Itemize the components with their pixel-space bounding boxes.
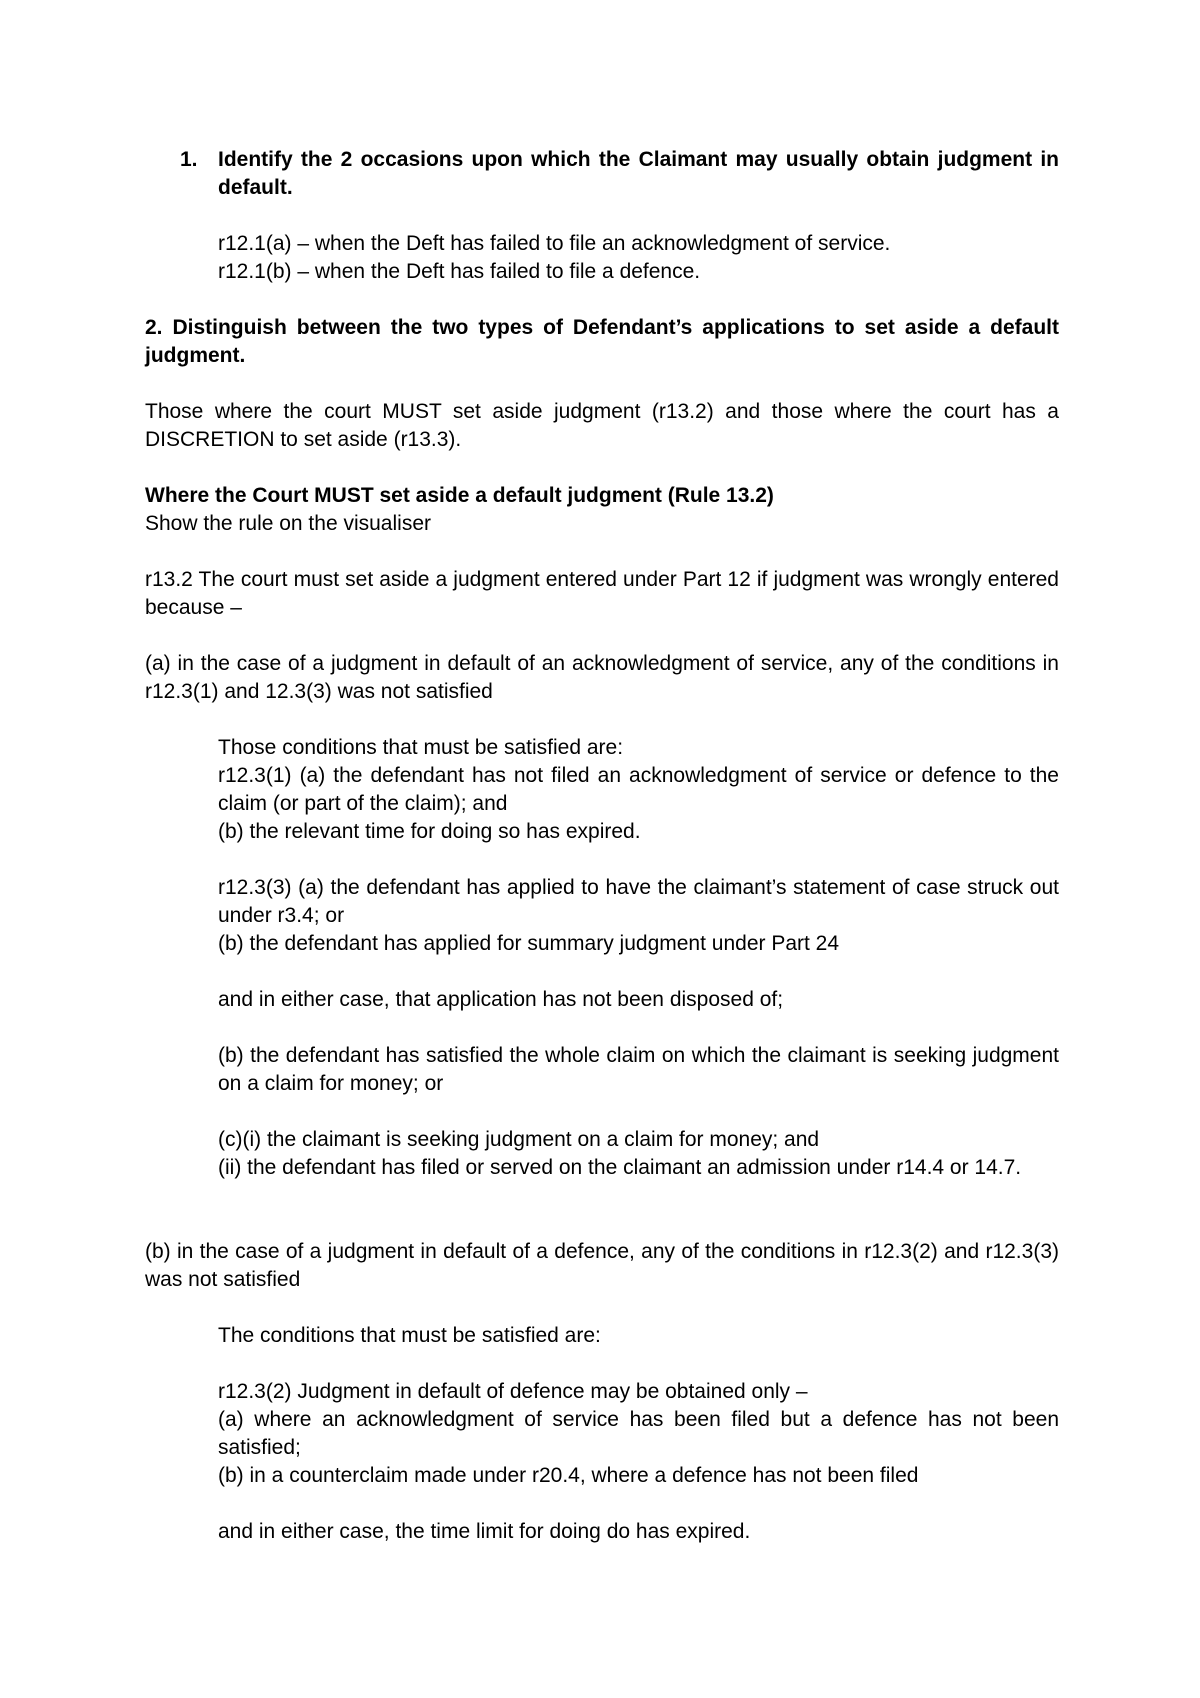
- conditions-intro: Those conditions that must be satisfied are:: [218, 736, 624, 759]
- conditions-intro-2: The conditions that must be satisfied are:: [218, 1324, 601, 1347]
- condition-r12-3-3-a: r12.3(3) (a) the defendant has applied to have the claimant’s statement of case struck out under r3.4; or: [218, 876, 1059, 927]
- either-case-2: and in either case, the time limit for doing do has expired.: [218, 1520, 751, 1543]
- rule-12-3-2-b: (b) in a counterclaim made under r20.4, where a defence has not been filed: [218, 1464, 919, 1487]
- section-heading: Where the Court MUST set aside a default judgment (Rule 13.2): [145, 484, 774, 507]
- condition-r12-3-1-a: r12.3(1) (a) the defendant has not filed an acknowledgment of service or defence to the claim (or part of the claim); and: [218, 764, 1059, 815]
- condition-b-satisfied: (b) the defendant has satisfied the whole claim on which the claimant is seeking judgment on a claim for money; or: [218, 1044, 1059, 1095]
- paragraph-a: (a) in the case of a judgment in default of an acknowledgment of service, any of the conditions in r12.3(1) and 12.3(3) was not satisfied: [145, 652, 1059, 703]
- question-1-text: Identify the 2 occasions upon which the Claimant may usually obtain judgment in default.: [218, 148, 1059, 199]
- paragraph-b: (b) in the case of a judgment in default of a defence, any of the conditions in r12.3(2) and r12.3(3) was not satisfied: [145, 1240, 1059, 1291]
- condition-c-ii: (ii) the defendant has filed or served on the claimant an admission under r14.4 or 14.7.: [218, 1156, 1022, 1179]
- rule-12-3-2: r12.3(2) Judgment in default of defence may be obtained only –: [218, 1380, 808, 1403]
- question-2-text: 2. Distinguish between the two types of Defendant’s applications to set aside a default judgment.: [145, 316, 1059, 367]
- section-note: Show the rule on the visualiser: [145, 512, 431, 535]
- rule-12-3-2-a: (a) where an acknowledgment of service has been filed but a defence has not been satisfied;: [218, 1408, 1059, 1459]
- either-case-1: and in either case, that application has not been disposed of;: [218, 988, 784, 1011]
- condition-r12-3-3-b: (b) the defendant has applied for summary judgment under Part 24: [218, 932, 840, 955]
- question-2-answer: Those where the court MUST set aside judgment (r13.2) and those where the court has a DISCRETION to set aside (r13.3).: [145, 400, 1059, 451]
- question-1-answer-b: r12.1(b) – when the Deft has failed to file a defence.: [218, 260, 701, 283]
- question-1-number: 1.: [180, 148, 198, 171]
- condition-r12-3-1-b: (b) the relevant time for doing so has expired.: [218, 820, 641, 843]
- condition-c-i: (c)(i) the claimant is seeking judgment on a claim for money; and: [218, 1128, 820, 1151]
- question-1-answer-a: r12.1(a) – when the Deft has failed to file an acknowledgment of service.: [218, 232, 891, 255]
- rule-13-2-text: r13.2 The court must set aside a judgment entered under Part 12 if judgment was wrongly entered because –: [145, 568, 1059, 619]
